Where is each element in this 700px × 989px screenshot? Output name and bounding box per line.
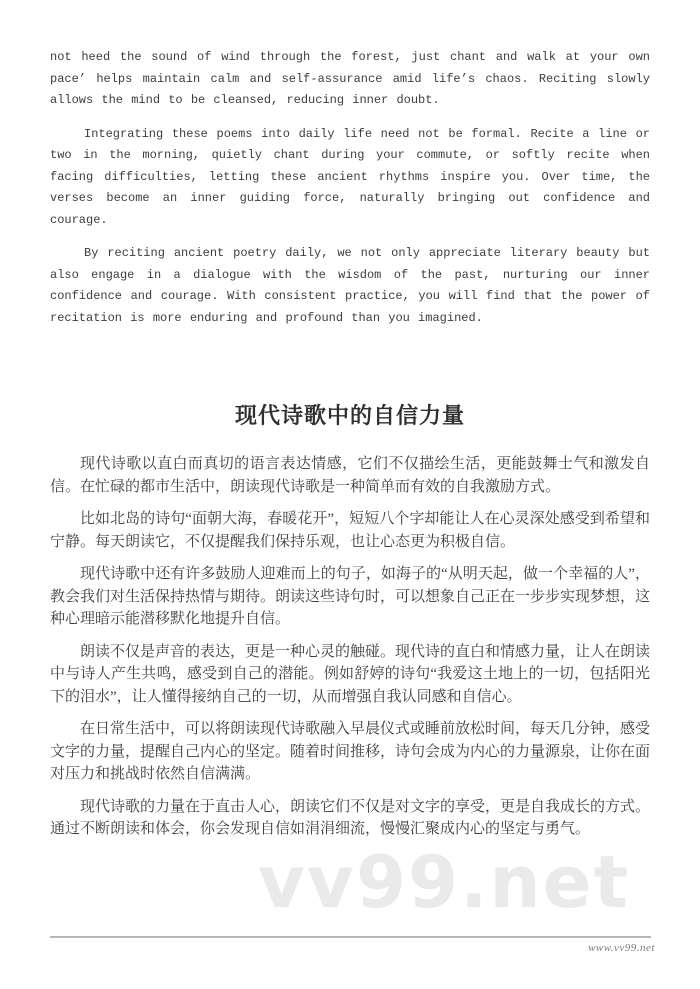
footer-url: www.vv99.net [588,942,655,954]
english-paragraph-2: Integrating these poems into daily life need not be formal. Recite a line or two in the morning, quietly chant during your commute, or softly recite when facing difficulties, letting these ancient rhythms inspire you. Over time, the verses become an inner guiding force, naturally bringing out confidence and courage. [50,126,650,227]
chinese-paragraph-3: 现代诗歌中还有许多鼓励人迎难而上的句子，如海子的“从明天起，做一个幸福的人”，教会我们对生活保持热情与期待。朗读这些诗句时，可以想象自己正在一步步实现梦想，这种心理暗示能潜移默化地提升自信。 [50,566,651,627]
watermark-text: vv99.net [258,840,630,924]
chinese-paragraph-4: 朗读不仅是声音的表达，更是一种心灵的触碰。现代诗的直白和情感力量，让人在朗读中与诗人产生共鸣，感受到自己的潜能。例如舒婷的诗句“我爱这土地上的一切，包括阳光下的泪水”，让人懂得接纳自己的一切，从而增强自我认同感和自信心。 [50,643,651,705]
section-title: 现代诗歌中的自信力量 [234,403,465,428]
english-paragraph-1: not heed the sound of wind through the forest, just chant and walk at your own pace’ helps maintain calm and self-assurance amid life’s chaos. Reciting slowly allows the mind to be cleansed, reducing inner doubt. [50,50,650,107]
chinese-paragraph-6: 现代诗歌的力量在于直击人心，朗读它们不仅是对文字的享受，更是自我成长的方式。通过不断朗读和体会，你会发现自信如涓涓细流，慢慢汇聚成内心的坚定与勇气。 [50,798,651,837]
page-content [50,47,650,851]
chinese-paragraph-2: 比如北岛的诗句“面朝大海，春暖花开”，短短八个字却能让人在心灵深处感受到希望和宁静。每天朗读它，不仅提醒我们保持乐观，也让心态更为积极自信。 [50,511,650,550]
chinese-paragraph-1: 现代诗歌以直白而真切的语言表达情感，它们不仅描绘生活，更能鼓舞士气和激发自信。在忙碌的都市生活中，朗读现代诗歌是一种简单而有效的自我激励方式。 [50,456,650,495]
footer-divider [50,936,651,938]
chinese-paragraph-5: 在日常生活中，可以将朗读现代诗歌融入早晨仪式或睡前放松时间，每天几分钟，感受文字的力量，提醒自己内心的坚定。随着时间推移，诗句会成为内心的力量源泉，让你在面对压力和挑战时依然自信满满。 [50,721,651,782]
english-paragraph-3: By reciting ancient poetry daily, we not only appreciate literary beauty but also engage in a dialogue with the wisdom of the past, nurturing our inner confidence and courage. With consistent practice, you will find that the power of recitation is more enduring and profound than you imagined. [50,246,650,325]
